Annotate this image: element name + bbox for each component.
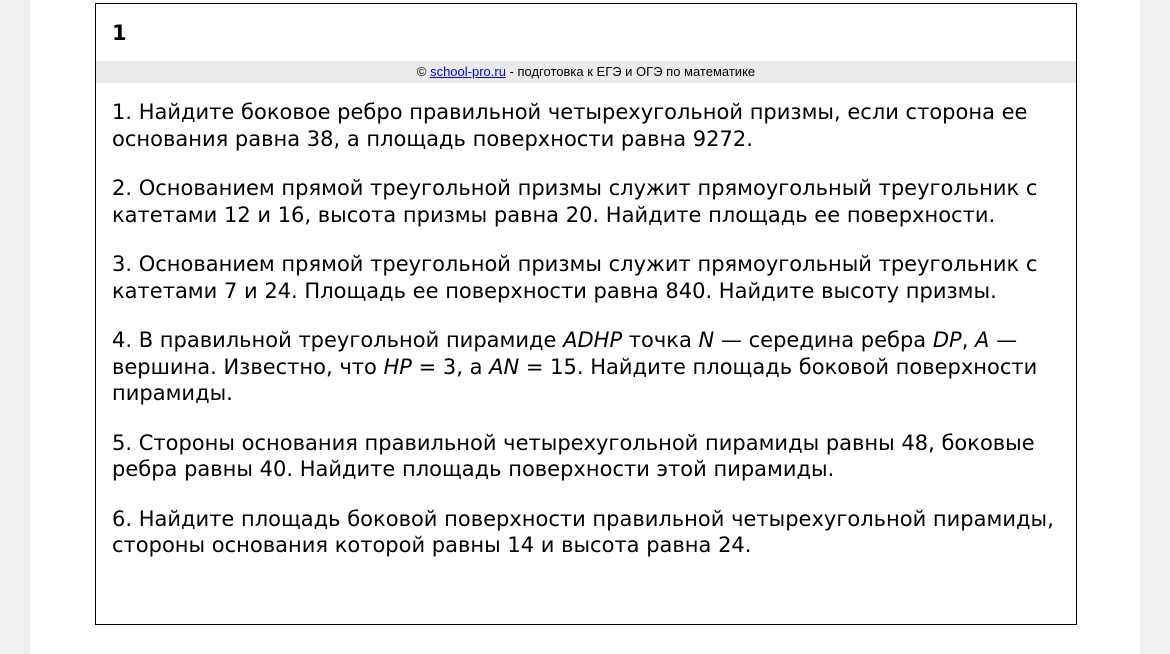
copyright-symbol: © — [416, 64, 427, 79]
math-variable: DP — [932, 328, 962, 352]
page — [30, 0, 1140, 654]
math-variable: A — [975, 328, 990, 352]
problem-text: точка — [622, 328, 699, 352]
problem-3: 3. Основанием прямой треугольной призмы служит прямоугольный треугольник с катетами 7 и 24. Площадь ее поверхности равна 840. Найдите высоту призмы. — [112, 252, 1038, 303]
site-link[interactable]: school-pro.ru — [430, 64, 506, 79]
problem-2: 2. Основанием прямой треугольной призмы служит прямоугольный треугольник с катетами 12 и 16, высота призмы равна 20. Найдите площадь ее поверхности. — [112, 176, 1038, 227]
problem-text: = 15. Найдите площадь боковой поверхности пирамиды. — [112, 354, 1038, 405]
site-banner — [96, 61, 1076, 83]
problem-text: , — [961, 328, 976, 352]
problem-text: — вершина. Известно, что — [112, 328, 1018, 379]
worksheet — [95, 3, 1077, 625]
problem-list — [112, 99, 1062, 582]
variant-number: 1 — [112, 21, 127, 45]
problem-text: — середина ребра — [714, 328, 933, 352]
problem-text: = 3, а — [411, 354, 490, 379]
math-variable: AN — [489, 354, 520, 379]
problem-4 — [112, 327, 1062, 407]
problem-5: 5. Стороны основания правильной четырехугольной пирамиды равны 48, боковые ребра равны 40. Найдите площадь поверхности этой пирамиды. — [112, 430, 1035, 481]
math-variable: ADHP — [563, 328, 623, 352]
problem-text: 4. В правильной треугольной пирамиде — [112, 328, 564, 352]
problem-1: 1. Найдите боковое ребро правильной четырехугольной призмы, если сторона ее основания равна 38, а площадь поверхности равна 9272. — [112, 100, 1028, 151]
banner-text: - подготовка к ЕГЭ и ОГЭ по математике — [505, 64, 756, 79]
problem-6: 6. Найдите площадь боковой поверхности правильной четырехугольной пирамиды, стороны основания которой равны 14 и высота равна 24. — [112, 506, 1054, 557]
math-variable: HP — [383, 354, 412, 379]
math-variable: N — [698, 328, 715, 352]
